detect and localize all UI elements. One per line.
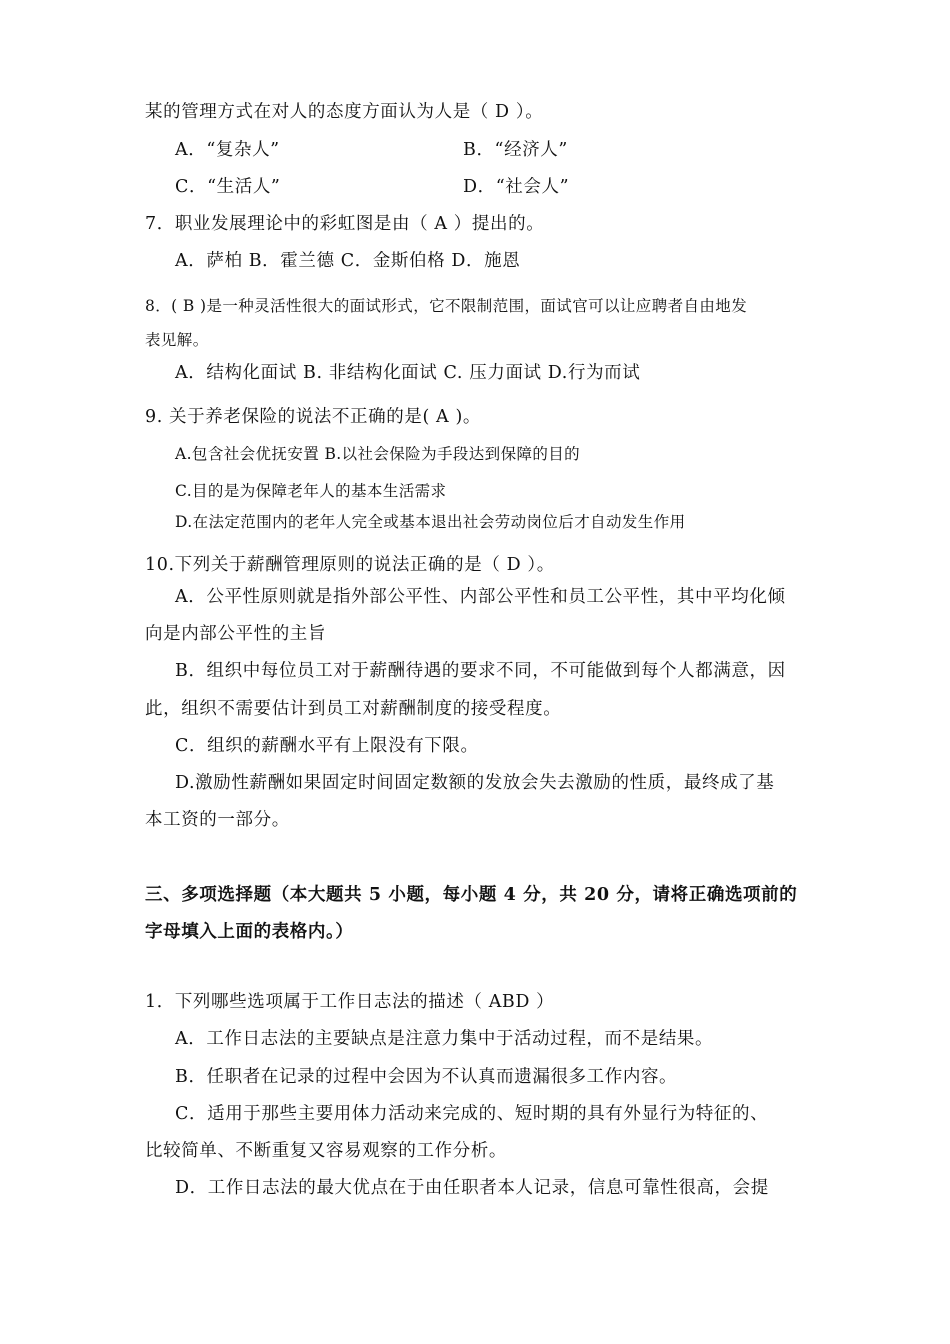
q10-option-a-line1: A．公平性原则就是指外部公平性、内部公平性和员工公平性，其中平均化倾	[175, 587, 786, 607]
q6-option-a: A．“复杂人”	[175, 140, 280, 160]
section3-heading-line2: 字母填入上面的表格内。）	[145, 922, 354, 942]
q9-stem: 9. 关于养老保险的说法不正确的是( A )。	[145, 407, 481, 427]
q10-option-b-line2: 此，组织不需要估计到员工对薪酬制度的接受程度。	[145, 699, 562, 719]
q9-options-ab: A.包含社会优抚安置 B.以社会保险为手段达到保障的目的	[175, 445, 581, 463]
q10-stem: 10.下列关于薪酬管理原则的说法正确的是（ D ）。	[145, 555, 555, 575]
q6-option-b: B．“经济人”	[463, 140, 568, 160]
m1-option-c-line1: C．适用于那些主要用体力活动来完成的、短时期的具有外显行为特征的、	[175, 1104, 769, 1124]
q6-stem: 某的管理方式在对人的态度方面认为人是（ D ）。	[145, 102, 544, 122]
section3-heading-line1: 三、多项选择题（本大题共 5 小题，每小题 4 分，共 20 分，请将正确选项前的	[145, 885, 798, 905]
q9-option-c: C.目的是为保障老年人的基本生活需求	[175, 482, 447, 500]
m1-option-a: A．工作日志法的主要缺点是注意力集中于活动过程，而不是结果。	[175, 1029, 714, 1049]
q8-stem-line2: 表见解。	[145, 331, 209, 349]
q10-option-c: C．组织的薪酬水平有上限没有下限。	[175, 736, 479, 756]
q7-options: A．萨柏 B．霍兰德 C．金斯伯格 D．施恩	[175, 251, 521, 271]
q8-options: A．结构化面试 B. 非结构化面试 C. 压力面试 D.行为而试	[175, 363, 641, 383]
q6-option-c: C．“生活人”	[175, 177, 281, 197]
m1-stem: 1．下列哪些选项属于工作日志法的描述（ ABD ）	[145, 992, 555, 1012]
m1-option-b: B．任职者在记录的过程中会因为不认真而遗漏很多工作内容。	[175, 1067, 678, 1087]
q10-option-b-line1: B．组织中每位员工对于薪酬待遇的要求不同，不可能做到每个人都满意，因	[175, 661, 786, 681]
m1-option-c-line2: 比较简单、不断重复又容易观察的工作分析。	[145, 1141, 507, 1161]
q10-option-a-line2: 向是内部公平性的主旨	[145, 624, 326, 644]
m1-option-d-line1: D．工作日志法的最大优点在于由任职者本人记录，信息可靠性很高，会提	[175, 1178, 769, 1198]
q8-stem-line1: 8．( B )是一种灵活性很大的面试形式，它不限制范围，面试官可以让应聘者自由地发	[145, 297, 748, 315]
q10-option-d-line1: D.激励性薪酬如果固定时间固定数额的发放会失去激励的性质，最终成了基	[175, 773, 775, 793]
q6-option-d: D．“社会人”	[463, 177, 570, 197]
q9-option-d: D.在法定范围内的老年人完全或基本退出社会劳动岗位后才自动发生作用	[175, 513, 686, 531]
q10-option-d-line2: 本工资的一部分。	[145, 810, 290, 830]
q7-stem: 7．职业发展理论中的彩虹图是由（ A ）提出的。	[145, 214, 545, 234]
